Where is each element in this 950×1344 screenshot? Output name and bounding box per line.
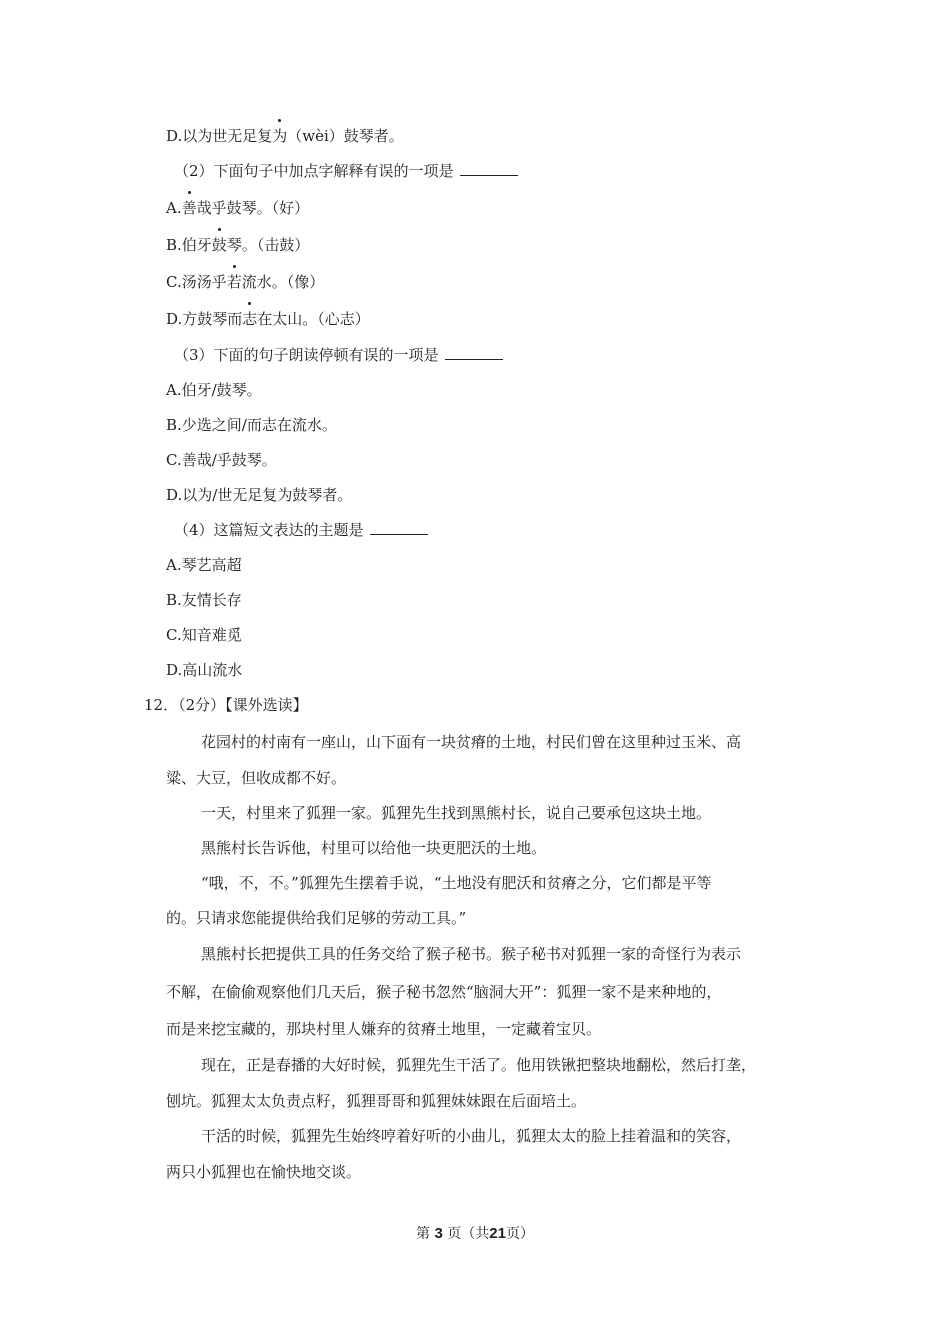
footer-total-pages: 21 [489, 1225, 506, 1242]
passage-line: 黑熊村长告诉他，村里可以给他一块更肥沃的土地。 [201, 839, 547, 857]
passage-line: “哦，不，不。”狐狸先生摆着手说，“土地没有肥沃和贫瘠之分，它们都是平等 [201, 874, 712, 892]
emphasis-dot-char: 善 [181, 199, 197, 217]
q11-sub4-stem: （4）这篇短文表达的主题是 [174, 520, 428, 540]
passage-line: 粱、大豆，但收成都不好。 [166, 769, 347, 787]
emphasis-dot-char: 为 [272, 127, 288, 145]
q11-sub3-option-d: D.以为/世无足复为鼓琴者。 [166, 486, 353, 504]
q11-sub3-stem: （3）下面的句子朗读停顿有误的一项是 [174, 345, 503, 365]
page-footer [0, 1224, 950, 1244]
q11-sub3-option-b: B.少选之间/而志在流水。 [166, 416, 337, 434]
footer-suffix: 页） [505, 1226, 534, 1242]
emphasis-dot-char: 若 [226, 273, 242, 291]
q11-sub4-option-b: B.友情长存 [166, 591, 242, 609]
passage-line: 干活的时候，狐狸先生始终哼着好听的小曲儿，狐狸太太的脸上挂着温和的笑容， [201, 1127, 742, 1145]
passage-line: 刨坑。狐狸太太负责点籽，狐狸哥哥和狐狸妹妹跟在后面培土。 [166, 1092, 587, 1110]
passage-line: 花园村的村南有一座山，山下面有一块贫瘠的土地，村民们曾在这里种过玉米、高 [201, 733, 742, 751]
q12-header: 12．（2分）【课外选读】 [144, 696, 308, 714]
q11-sub1-option-d: D.以为世无足复为（wèi）鼓琴者。 [166, 127, 404, 145]
q11-sub2-option-d: D.方鼓琴而志在太山。（心志） [166, 310, 370, 328]
q11-sub2-option-a: A.善哉乎鼓琴。（好） [166, 199, 310, 217]
passage-line: 黑熊村长把提供工具的任务交给了猴子秘书。猴子秘书对狐狸一家的奇怪行为表示 [201, 945, 742, 963]
answer-blank[interactable] [460, 161, 518, 176]
footer-prefix: 第 [416, 1226, 431, 1242]
q11-sub3-option-c: C.善哉/乎鼓琴。 [166, 451, 277, 469]
q11-sub4-option-d: D.高山流水 [166, 661, 243, 679]
q11-sub4-option-c: C.知音难觅 [166, 626, 242, 644]
q11-sub2-stem: （2）下面句子中加点字解释有误的一项是 [174, 161, 518, 181]
emphasis-dot-char: 志 [242, 310, 258, 328]
footer-mid: 页（共 [447, 1226, 490, 1242]
footer-page-number: 3 [434, 1225, 443, 1242]
q11-sub2-option-c: C.汤汤乎若流水。（像） [166, 273, 325, 291]
emphasis-dot-char: 鼓 [211, 236, 227, 254]
passage-line: 两只小狐狸也在愉快地交谈。 [166, 1163, 362, 1181]
q11-sub2-option-b: B.伯牙鼓琴。（击鼓） [166, 236, 310, 254]
passage-line: 而是来挖宝藏的，那块村里人嫌弃的贫瘠土地里，一定藏着宝贝。 [166, 1020, 602, 1038]
passage-line: 一天，村里来了狐狸一家。狐狸先生找到黑熊村长，说自己要承包这块土地。 [201, 804, 712, 822]
passage-line: 现在，正是春播的大好时候，狐狸先生干活了。他用铁锹把整块地翻松，然后打垄， [201, 1056, 757, 1074]
passage-line: 的。只请求您能提供给我们足够的劳动工具。” [166, 909, 467, 927]
answer-blank[interactable] [370, 520, 428, 535]
passage-line: 不解，在偷偷观察他们几天后，猴子秘书忽然“脑洞大开”：狐狸一家不是来种地的， [166, 983, 722, 1001]
answer-blank[interactable] [445, 345, 503, 360]
q11-sub4-option-a: A.琴艺高超 [166, 556, 242, 574]
q11-sub3-option-a: A.伯牙/鼓琴。 [166, 381, 262, 399]
